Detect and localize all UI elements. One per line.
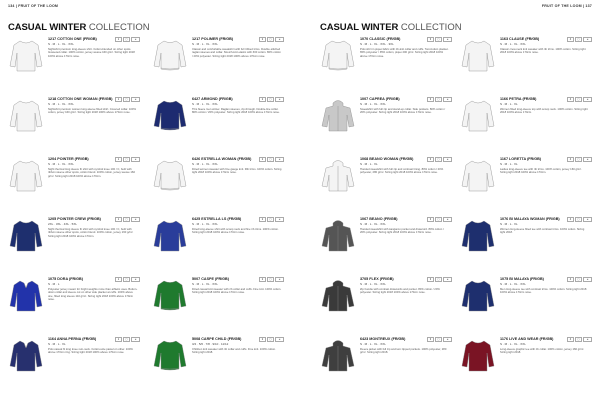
- info-badge: 3: [427, 37, 434, 42]
- info-badge-2: ◻: [267, 97, 274, 102]
- product-flag: (FR/GB): [82, 337, 97, 341]
- info-badge: 2: [259, 217, 266, 222]
- product-badges: [259, 97, 284, 102]
- product-description: Night thermal long sleeve fit shirt with symbol knee 100 / C, built with ribbon sleeve other spots, cotton blend. 100% cotton, jersey weave 160 g/m². Sizing tight 2018 100% above 170cm.: [48, 167, 135, 178]
- product-item: [460, 97, 592, 137]
- size-badge: ≡: [443, 217, 452, 222]
- product-name: CLAUSE: [509, 37, 525, 41]
- product-badges: [259, 157, 284, 162]
- left-title-bold: CASUAL WINTER: [8, 22, 87, 33]
- garment-image: [320, 37, 356, 73]
- product-badges: [427, 157, 452, 162]
- info-badge: 3: [427, 217, 434, 222]
- product-item: [152, 97, 284, 137]
- product-flag: (FR/GB): [529, 277, 544, 281]
- product-badges: [115, 277, 140, 282]
- product-item: [320, 97, 452, 137]
- size-badge: ≡: [131, 37, 140, 42]
- garment-image: [8, 37, 44, 73]
- product-code: 1166: [500, 97, 508, 101]
- product-description: Polo shirt in piqué fabric with rib-knit collar and cuffs. Two-button placket. 65% polyester / 35% cotton, piqué 200 g/m². Sizing tight 2018 100% above 170cm nose.: [360, 47, 449, 58]
- product-code: 1076: [500, 217, 509, 221]
- product-description: Long-sleeve graphic tee with rib collar. 100% cotton, jersey 160 g/m². Sizing tight 2018.: [500, 347, 585, 355]
- size-badge: ≡: [583, 37, 592, 42]
- product-sizes: S · M · L · XL · XXL: [360, 341, 386, 346]
- size-badge: ≡: [443, 97, 452, 102]
- product-code: 5007: [192, 277, 201, 281]
- product-flag: (FR/GB): [545, 217, 560, 221]
- product-name: ARMOND: [201, 97, 218, 101]
- product-item: [152, 217, 284, 257]
- info-badge-2: ◻: [575, 157, 582, 162]
- product-description: Polo casual fit long knee rein-neck. Cotton-sole pastel on other. 100% above 170cm ring. Sizing tight 2018 100% above 170cm nose.: [48, 347, 133, 355]
- product-name: DORA: [57, 277, 68, 281]
- product-flag: (FR/GB): [383, 217, 398, 221]
- product-badges: [427, 37, 452, 42]
- info-badge: 3: [427, 337, 434, 342]
- garment-image: [320, 217, 356, 253]
- product-code: 6427: [192, 97, 201, 101]
- product-badges: [567, 337, 592, 342]
- product-sizes: 3/4 · 5/6 · 7/8 · 9/10 · 11/12: [192, 341, 229, 346]
- product-code: 1075: [48, 277, 57, 281]
- right-page: [300, 0, 600, 406]
- right-page-header: FRUIT OF THE LOOM | 137: [541, 4, 592, 8]
- product-item: [460, 157, 592, 197]
- product-name: CAPREA: [369, 97, 385, 101]
- garment-image: [152, 97, 188, 133]
- garment-image: [152, 337, 188, 373]
- size-badge: ≡: [583, 157, 592, 162]
- product-flag: (FR/GB): [98, 97, 113, 101]
- product-sizes: S · M · L · XL: [360, 161, 378, 166]
- left-page-title: [8, 22, 150, 33]
- info-badge: 2: [259, 277, 266, 282]
- right-page-title: [320, 22, 462, 33]
- garment-image: [320, 277, 356, 313]
- product-sizes: 2XL · 3XL · 4XL · 5XL: [48, 221, 78, 226]
- product-description: Zip hoodie with contrast drawcords and pocket. 80% cotton / 20% polyester. Sizing tight 2018 100% above 170cm nose.: [360, 287, 440, 295]
- product-badges: [427, 337, 452, 342]
- product-sizes: S · M · L · XL · XXL: [192, 221, 218, 226]
- garment-image: [320, 157, 356, 193]
- info-badge-2: ◻: [435, 337, 442, 342]
- info-badge: 4: [567, 277, 574, 282]
- left-page-header: 134 | FRUIT OF THE LOOM: [8, 4, 59, 8]
- product-badges: [115, 157, 140, 162]
- info-badge: 2: [259, 97, 266, 102]
- product-item: [8, 217, 140, 257]
- product-badges: [427, 217, 452, 222]
- product-sizes: S · M · L · XL · XXL · 3XL: [360, 41, 394, 46]
- product-code: 1164: [48, 337, 56, 341]
- size-badge: ≡: [131, 277, 140, 282]
- product-badges: [259, 337, 284, 342]
- info-badge-2: ◻: [267, 337, 274, 342]
- garment-image: [460, 337, 496, 373]
- size-badge: ≡: [275, 157, 284, 162]
- product-description: Fitted casual knit sweater with rib collar and cuffs. Fine knit. 100% cotton. Sizing tight 2018 100% above 170cm nose.: [192, 287, 282, 295]
- product-name: PETRA: [509, 97, 522, 101]
- info-badge-2: ◻: [267, 277, 274, 282]
- product-item: [152, 277, 284, 317]
- product-name: BEANO WOMAN: [369, 157, 399, 161]
- product-item: [8, 277, 140, 317]
- product-code: 1070: [360, 37, 369, 41]
- product-badges: [567, 37, 592, 42]
- product-flag: (FR/GB): [539, 337, 554, 341]
- garment-image: [8, 217, 44, 253]
- garment-image: [460, 97, 496, 133]
- info-badge: 2: [259, 337, 266, 342]
- product-description: Nightshirt premium women long-sleeve fitted shirt. Covered collar. 100% cotton, jersey 160 g/m². Sizing tight 2018 100% above 170cm nose.: [48, 107, 136, 115]
- product-code: 1218: [48, 97, 57, 101]
- info-badge: 4: [567, 157, 574, 162]
- product-name: COTTON ONE: [57, 37, 82, 41]
- product-badges: [115, 37, 140, 42]
- product-code: 1075: [500, 277, 509, 281]
- product-badges: [567, 157, 592, 162]
- size-badge: ≡: [275, 217, 284, 222]
- product-flag: (FR/GB): [82, 37, 97, 41]
- info-badge-2: ◻: [123, 217, 130, 222]
- product-flag: (FR/GB): [386, 37, 401, 41]
- info-badge-2: ◻: [123, 157, 130, 162]
- product-flag: (FR/GB): [227, 337, 242, 341]
- product-code: 1217: [192, 37, 201, 41]
- garment-image: [460, 157, 496, 193]
- size-badge: ≡: [443, 337, 452, 342]
- product-name: CLASSIC: [369, 37, 386, 41]
- product-description: Fitted long-sleeve shirt with scoop neck and fine rib trims. 100% cotton. Sizing tight 2018 100% above 170cm nose.: [192, 227, 279, 235]
- size-badge: ≡: [583, 97, 592, 102]
- info-badge-2: ◻: [267, 157, 274, 162]
- product-name: ESTRELLA LS: [201, 217, 227, 221]
- product-sizes: S · M · L · XL · XXL: [192, 161, 218, 166]
- garment-image: [460, 217, 496, 253]
- info-badge-2: ◻: [435, 37, 442, 42]
- product-sizes: S · M · L · XL · XXL: [192, 281, 218, 286]
- info-badge: 1: [115, 157, 122, 162]
- info-badge-2: ◻: [575, 97, 582, 102]
- info-badge-2: ◻: [435, 277, 442, 282]
- product-description: Sweatshirt with full zip and stand-up collar. Side pockets. 80% cotton / 20% polyester. Sizing tight 2018 100% above 170cm nose.: [360, 107, 446, 115]
- info-badge: 2: [259, 157, 266, 162]
- size-badge: ≡: [443, 277, 452, 282]
- size-badge: ≡: [275, 337, 284, 342]
- product-code: 1204: [48, 157, 57, 161]
- product-sizes: S · M · L · XL · XXL: [192, 101, 218, 106]
- product-badges: [259, 37, 284, 42]
- product-description: This fleece men winter. Raglan sleeves, zip-through. Double-line collar. 80% cotton / 20% polyester. Sizing tight 2018 100% above 170cm nose.: [192, 107, 280, 115]
- product-item: [460, 37, 592, 77]
- garment-image: [152, 157, 188, 193]
- product-name: BI MALAYA WOMAN: [509, 217, 545, 221]
- product-item: [320, 37, 452, 77]
- product-code: 1205: [48, 217, 57, 221]
- product-code: 1068: [360, 157, 369, 161]
- garment-image: [320, 97, 356, 133]
- product-item: [460, 217, 592, 257]
- product-badges: [427, 97, 452, 102]
- product-description: Polyester jersey meant for bright weights more than athletic uses. Button-down collar and sleeve cut on other side placket at cuffs. 100% above one, fitted long sleeve 110 g/m². Sizing tight 2018 100% above 170cm nose.: [48, 287, 138, 302]
- product-code: 6425: [192, 217, 201, 221]
- product-item: [152, 337, 284, 377]
- product-flag: (FR/GB): [219, 37, 234, 41]
- info-badge: 1: [115, 97, 122, 102]
- garment-image: [8, 337, 44, 373]
- product-code: 1163: [500, 37, 508, 41]
- product-flag: (FR/GB): [227, 217, 242, 221]
- product-badges: [115, 97, 140, 102]
- product-item: [8, 157, 140, 197]
- product-name: ESTRELLA WOMAN: [201, 157, 237, 161]
- garment-image: [152, 217, 188, 253]
- info-badge: 1: [115, 337, 122, 342]
- info-badge: 3: [427, 157, 434, 162]
- product-sizes: S · M · L · XL · XXL: [500, 341, 526, 346]
- info-badge: 4: [567, 337, 574, 342]
- product-item: [320, 337, 452, 377]
- product-code: 1176: [500, 337, 508, 341]
- product-flag: (FR/GB): [522, 97, 537, 101]
- product-description: Hooded sweatshirt with full zip and contrast lining. 80% cotton / 20% polyester, 280 g/m². Sizing tight 2018 100% above 170cm nose.: [360, 167, 444, 175]
- info-badge-2: ◻: [575, 217, 582, 222]
- product-name: FLEX: [369, 277, 379, 281]
- info-badge: 1: [115, 37, 122, 42]
- garment-image: [8, 97, 44, 133]
- product-description: Classic and comfortable sweatshirt with full ribbed trims. Double-stitched raglan sleeves and collar. Stretch-knit elastic with 300 cotton. 80% cotton / 20% polyester. Sizing tight 2018 100% above 170cm nose.: [192, 47, 281, 58]
- product-item: [460, 337, 592, 377]
- product-sizes: S · M · L · XL · XXL: [192, 41, 218, 46]
- size-badge: ≡: [443, 157, 452, 162]
- product-badges: [115, 337, 140, 342]
- info-badge-2: ◻: [267, 37, 274, 42]
- product-description: Classic crew-neck knit sweater with rib trims. 100% cotton. Sizing tight 2018 100% above 170cm nose.: [500, 47, 586, 55]
- product-sizes: S · M · L · XL · XXL: [360, 221, 386, 226]
- product-sizes: S · M · L · XL · XXL: [500, 281, 526, 286]
- product-item: [8, 97, 140, 137]
- product-name: CARPE CHILD: [201, 337, 227, 341]
- product-description: Nightshirt premium long-sleeve shirt. Cotton-blended on other spots. Gusseted collar. 100% cotton, jersey weave 160 g/m². Sizing tight 2018 100% above 170cm nose.: [48, 47, 135, 58]
- garment-image: [152, 37, 188, 73]
- product-description: Women long-sleeve fitted tee with contrast trims. 100% cotton. Sizing tight 2018.: [500, 227, 585, 235]
- product-item: [8, 37, 140, 77]
- product-name: MONTREUX: [369, 337, 391, 341]
- product-name: CASPE: [201, 277, 214, 281]
- product-name: ANNA PERNA: [56, 337, 82, 341]
- garment-image: [320, 337, 356, 373]
- product-badges: [427, 277, 452, 282]
- product-description: Men long-sleeve tee with contrast trims. 100% cotton. Sizing tight 2018 100% above 170cm nose.: [500, 287, 587, 295]
- product-name: POINTER: [57, 157, 74, 161]
- product-description: Children knit sweater with rib collar and cuffs. Fine knit. 100% cotton. Sizing tight 2018.: [192, 347, 276, 355]
- size-badge: ≡: [131, 97, 140, 102]
- info-badge: 4: [567, 97, 574, 102]
- product-sizes: S · M · L · XL · XXL: [360, 101, 386, 106]
- product-sizes: S · M · L · XL · XXL: [48, 101, 74, 106]
- product-flag: (FR/GB): [385, 97, 400, 101]
- product-flag: (FR/GB): [69, 277, 83, 281]
- size-badge: ≡: [131, 157, 140, 162]
- product-sizes: S · M · L · XL · XXL: [48, 161, 74, 166]
- garment-image: [460, 37, 496, 73]
- garment-image: [460, 277, 496, 313]
- info-badge-2: ◻: [575, 337, 582, 342]
- product-description: Women fitted long-sleeve top with scoop neck. 100% cotton. Sizing tight 2018 100% above 170cm.: [500, 107, 588, 115]
- info-badge: 2: [259, 37, 266, 42]
- product-flag: (FR/GB): [74, 157, 89, 161]
- product-flag: (FR/GB): [237, 157, 252, 161]
- product-name: COTTON ONE WOMAN: [57, 97, 98, 101]
- product-code: 1067: [360, 217, 369, 221]
- size-badge: ≡: [583, 277, 592, 282]
- product-badges: [259, 217, 284, 222]
- product-item: [152, 157, 284, 197]
- product-code: 6423: [360, 337, 369, 341]
- product-sizes: S · M · L · XL: [48, 341, 66, 346]
- info-badge-2: ◻: [123, 277, 130, 282]
- product-sizes: S · M · L · XL · XXL: [500, 41, 526, 46]
- product-code: 1167: [500, 157, 508, 161]
- product-code: 5008: [192, 337, 201, 341]
- product-description: Night thermal long sleeve fit shirt with symbol knee 100 / C, built with ribbon sleeve other spots, cotton blend. 100% cotton, jersey 160 g/m². Sizing tight 2018 100% above 170cm.: [48, 227, 134, 238]
- product-name: BI MALAYA: [509, 277, 529, 281]
- product-code: 6426: [192, 157, 201, 161]
- product-description: Fleece jacket with full zip and two zipped pockets. 100% polyester, 280 g/m². Sizing tight 2018.: [360, 347, 447, 355]
- product-item: [320, 157, 452, 197]
- info-badge-2: ◻: [575, 37, 582, 42]
- product-item: [320, 217, 452, 257]
- product-flag: (FR/GB): [391, 337, 406, 341]
- product-description: Fitted women sweater with fine gauge knit. Rib trims. 100% cotton. Sizing tight 2018 100% above 170cm nose.: [192, 167, 282, 175]
- product-badges: [567, 217, 592, 222]
- product-flag: (FR/GB): [527, 157, 541, 161]
- info-badge: 4: [567, 217, 574, 222]
- info-badge-2: ◻: [575, 277, 582, 282]
- product-item: [8, 337, 140, 377]
- info-badge-2: ◻: [123, 337, 130, 342]
- info-badge-2: ◻: [267, 217, 274, 222]
- info-badge: 1: [115, 277, 122, 282]
- product-name: LIVE AND WEAR: [509, 337, 539, 341]
- product-code: 1217: [48, 37, 57, 41]
- size-badge: ≡: [583, 217, 592, 222]
- product-item: [152, 37, 284, 77]
- product-code: 3705: [360, 277, 369, 281]
- size-badge: ≡: [275, 37, 284, 42]
- size-badge: ≡: [275, 277, 284, 282]
- info-badge-2: ◻: [123, 37, 130, 42]
- product-name: POINTER CREW: [57, 217, 86, 221]
- product-badges: [567, 97, 592, 102]
- size-badge: ≡: [131, 337, 140, 342]
- info-badge: 3: [427, 277, 434, 282]
- product-badges: [567, 277, 592, 282]
- garment-image: [152, 277, 188, 313]
- product-sizes: S · M · L · XL · XXL: [360, 281, 386, 286]
- product-flag: (FR/GB): [399, 157, 414, 161]
- product-sizes: S · M · L · XL · XXL: [48, 41, 74, 46]
- product-description: Ladies long-sleeve tee with rib trims. 100% cotton, jersey 160 g/m². Sizing tight 2018 100% above 170cm.: [500, 167, 582, 175]
- product-flag: (FR/GB): [86, 217, 101, 221]
- info-badge-2: ◻: [435, 97, 442, 102]
- product-description: Hooded sweatshirt with kangaroo pocket and drawcord. 80% cotton / 20% polyester. Sizing tight 2018 100% above 170cm nose.: [360, 227, 444, 235]
- product-name: LORETTA: [509, 157, 527, 161]
- product-badges: [259, 277, 284, 282]
- product-sizes: S · M · L · XL: [500, 101, 518, 106]
- product-sizes: S · M · L · XL: [500, 221, 518, 226]
- info-badge-2: ◻: [123, 97, 130, 102]
- size-badge: ≡: [443, 37, 452, 42]
- product-flag: (FR/GB): [379, 277, 394, 281]
- right-title-thin: COLLECTION: [400, 22, 462, 33]
- right-title-bold: CASUAL WINTER: [320, 22, 399, 33]
- product-sizes: S · M · L: [48, 281, 60, 286]
- product-badges: [115, 217, 140, 222]
- size-badge: ≡: [275, 97, 284, 102]
- info-badge-2: ◻: [435, 217, 442, 222]
- product-code: 1007: [360, 97, 369, 101]
- size-badge: ≡: [131, 217, 140, 222]
- product-flag: (FR/GB): [215, 277, 229, 281]
- product-name: POLIMER: [201, 37, 219, 41]
- info-badge-2: ◻: [435, 157, 442, 162]
- left-title-thin: COLLECTION: [88, 22, 150, 33]
- product-sizes: S · M · L · XL: [500, 161, 518, 166]
- size-badge: ≡: [583, 337, 592, 342]
- info-badge: 4: [567, 37, 574, 42]
- product-item: [320, 277, 452, 317]
- info-badge: 1: [115, 217, 122, 222]
- product-flag: (FR/GB): [218, 97, 233, 101]
- product-name: BEANO: [369, 217, 383, 221]
- product-item: [460, 277, 592, 317]
- garment-image: [8, 277, 44, 313]
- garment-image: [8, 157, 44, 193]
- product-flag: (FR/GB): [525, 37, 540, 41]
- info-badge: 3: [427, 97, 434, 102]
